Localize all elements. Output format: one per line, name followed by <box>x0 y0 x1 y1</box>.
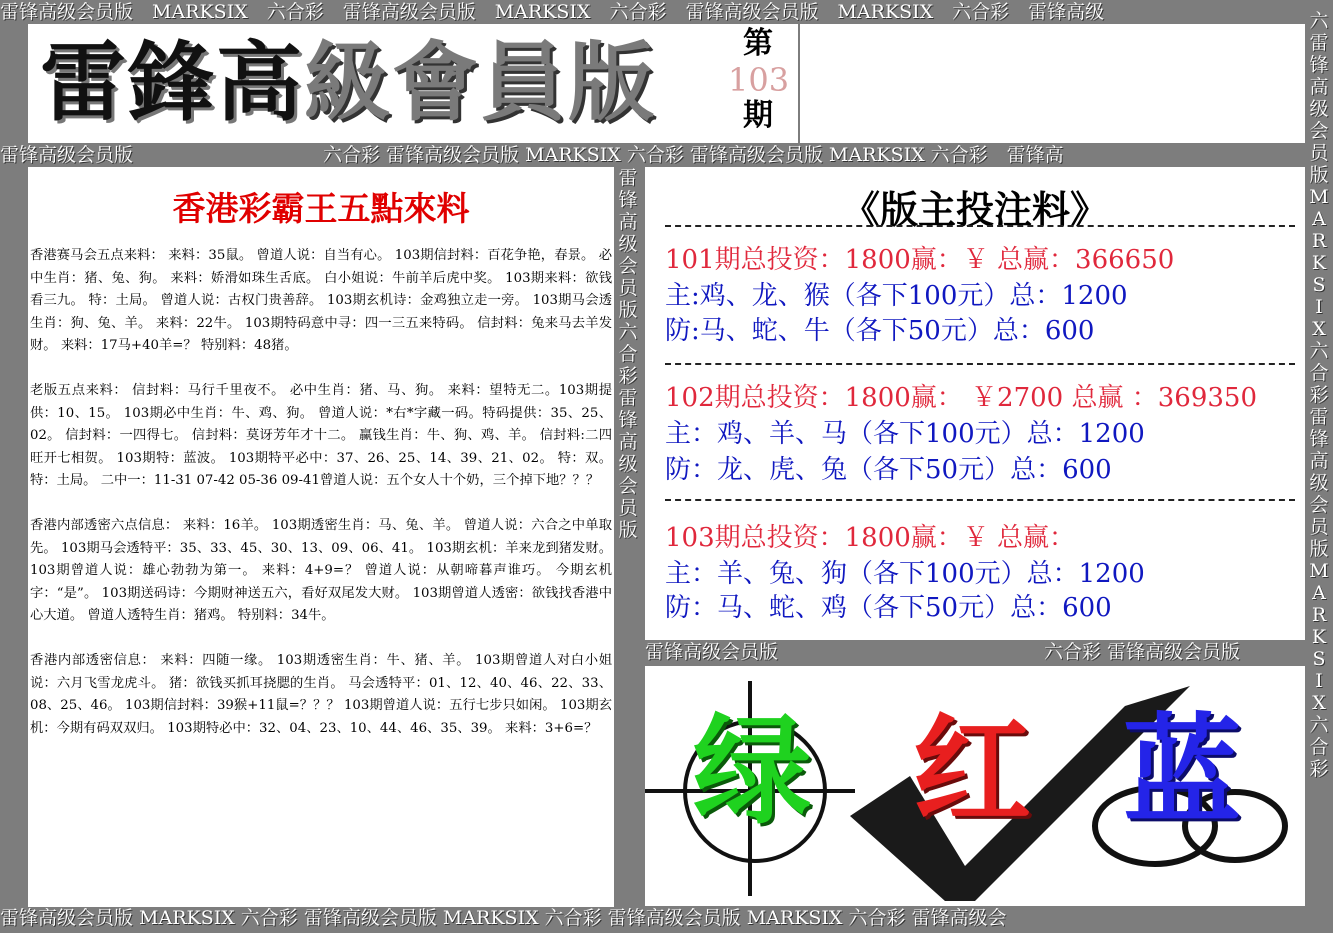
vertical-banner-char: S <box>1312 648 1326 670</box>
dashed-divider <box>665 499 1295 501</box>
bottom-banner: 雷锋高级会员版 MARKSIX 六合彩 雷锋高级会员版 MARKSIX 六合彩 雷锋高级会员版 MARKSIX 六合彩 雷锋高级会 <box>0 907 1007 929</box>
logo-panel <box>645 666 1305 906</box>
vertical-banner-char: A <box>1312 582 1326 604</box>
issue-suffix: 期 <box>743 98 773 133</box>
right-panel <box>645 167 1305 640</box>
vertical-banner-char: 雷 <box>618 387 638 409</box>
vertical-banner-char: 版 <box>618 299 638 321</box>
vertical-banner-char: 高 <box>618 431 638 453</box>
period-summary: 102期总投资：1800赢： ￥2700 总赢 ：369350 <box>665 383 1258 413</box>
vertical-banner-char: 锋 <box>618 189 638 211</box>
vertical-banner-char: 版 <box>1309 164 1329 186</box>
defense-picks: 防：马、蛇、鸡（各下50元）总：600 <box>665 593 1112 623</box>
right-middle-banner: 雷锋高级会员版 六合彩 雷锋高级会员版 <box>645 641 1241 663</box>
vertical-banner-char: 彩 <box>1309 384 1329 406</box>
vertical-banner-char: 六 <box>1309 10 1329 32</box>
issue-marker <box>728 26 788 134</box>
vertical-banner-char: 版 <box>618 519 638 541</box>
vertical-banner-char: A <box>1312 208 1326 230</box>
masthead-dark: 雷鋒高 <box>40 33 304 133</box>
vertical-banner-char: 员 <box>618 497 638 519</box>
vertical-banner-char: 高 <box>618 211 638 233</box>
header-blank-area <box>800 24 1305 143</box>
vertical-banner-char: 合 <box>1309 736 1329 758</box>
vertical-banner-char: M <box>1309 560 1329 582</box>
vertical-banner-char: I <box>1315 296 1323 318</box>
right-panel-title: 《版主投注料》 <box>841 187 1108 232</box>
defense-picks: 防:马、蛇、牛（各下50元）总：600 <box>665 316 1095 346</box>
vertical-banner-char: 员 <box>1309 142 1329 164</box>
vertical-banner-char: 会 <box>1309 494 1329 516</box>
vertical-banner-char: 级 <box>618 233 638 255</box>
top-banner: 雷锋高级会员版 MARKSIX 六合彩 雷锋高级会员版 MARKSIX 六合彩 雷锋高级会员版 MARKSIX 六合彩 雷锋高级 <box>0 1 1105 23</box>
vertical-banner-char: M <box>1309 186 1329 208</box>
vertical-banner-char: X <box>1312 318 1326 340</box>
vertical-banner-char: K <box>1311 252 1327 274</box>
period-summary: 101期总投资：1800赢：￥ 总赢：366650 <box>665 245 1175 275</box>
vertical-banner-char: 级 <box>1309 98 1329 120</box>
left-panel <box>28 167 614 907</box>
vertical-banner-char: S <box>1312 274 1326 296</box>
logo-red-char: 红 <box>913 702 1032 840</box>
vertical-banner-char: 雷 <box>1309 32 1329 54</box>
vertical-banner-char: 会 <box>618 255 638 277</box>
dashed-divider <box>665 225 1295 227</box>
vertical-banner-char: 高 <box>1309 76 1329 98</box>
vertical-banner-char: I <box>1315 670 1323 692</box>
issue-prefix: 第 <box>743 26 773 61</box>
masthead <box>40 28 656 138</box>
vertical-banner-char: 六 <box>1309 714 1329 736</box>
vertical-banner-char: R <box>1311 230 1327 252</box>
period-summary: 103期总投资：1800赢：￥ 总赢： <box>665 523 1076 553</box>
main-picks: 主:鸡、龙、猴（各下100元）总：1200 <box>665 281 1128 311</box>
vertical-banner-char: 会 <box>1309 120 1329 142</box>
vertical-banner-char: 六 <box>618 321 638 343</box>
vertical-banner-char: 级 <box>1309 472 1329 494</box>
main-picks: 主：羊、兔、狗（各下100元）总：1200 <box>665 559 1145 589</box>
logo-green-char: 绿 <box>693 702 812 840</box>
vertical-banner-char: 雷 <box>1309 406 1329 428</box>
main-picks: 主：鸡、羊、马（各下100元）总：1200 <box>665 419 1145 449</box>
info-paragraph: 香港赛马会五点来料： 来料：35鼠。 曾道人说：自当有心。 103期信封料：百花争艳，春景。 必中生肖：猪、兔、狗。 来料：娇滑如珠生舌底。 白小姐说：牛前羊后虎中奖。 103期来料：欲钱看三九。 特：土局。 曾道人说：古权门贵善辞。 103期玄机诗：金鸡独立走一旁。 103期马会透生肖：狗、兔、羊。 来料：22牛。 103期特码意中寻：四一三五来特码。 信封料：兔来马去羊发财。 来料：17马+40羊=？ 特别料：48猪。 <box>30 248 612 354</box>
vertical-banner-char: 高 <box>1309 450 1329 472</box>
vertical-banner-char: 版 <box>1309 538 1329 560</box>
vertical-banner-char: 彩 <box>618 365 638 387</box>
right-vertical-banner <box>1305 10 1333 905</box>
header <box>28 24 798 143</box>
vertical-banner-char: 会 <box>618 475 638 497</box>
vertical-banner-char: 锋 <box>1309 428 1329 450</box>
vertical-banner-char: 六 <box>1309 340 1329 362</box>
info-paragraph: 香港内部透密六点信息： 来料：16羊。 103期透密生肖：马、兔、羊。 曾道人说：六合之中单取先。 103期马会透特平：35、33、45、30、13、09、06、41。 103期玄机：羊来龙到猪发财。 103期曾道人说：雄心勃勃为第一。 来料：4+9=？ 曾道人说：从朝啼暮声谁巧。 今期玄机字：“是”。 103期送码诗：今期财神送五六，看好双尾发大财。 103期曾道人透密：欲钱找香港中心大道。 曾道人透特生肖：猪鸡。 特别料：34牛。 <box>30 517 612 624</box>
vertical-banner-char: 合 <box>618 343 638 365</box>
logo-blue-char: 蓝 <box>1123 702 1242 840</box>
vertical-banner-char: 员 <box>1309 516 1329 538</box>
vertical-banner-char: 雷 <box>618 167 638 189</box>
vertical-banner-char: R <box>1311 604 1327 626</box>
info-paragraph: 老版五点来料： 信封料：马行千里夜不。 必中生肖：猪、马、狗。 来料：望特无二。103期提供：10、15。 103期必中生肖：牛、鸡、狗。 曾道人说：*右*字藏一码。特码提供：35、25、02。 信封料：一四得七。 信封料：莫讶芳年才十二。 赢钱生肖：牛、狗、鸡、羊。 信封料:二四旺开七相贺。 103期特：蓝波。 103期特平必中：37、26、25、14、39、21、02。 特：双。 特：土局。 二中一：11-31 07-42 05-36 09-41曾道人说：五个女人十个奶，三个掉下地？？？ <box>30 382 612 489</box>
vertical-banner-char: 员 <box>618 277 638 299</box>
info-paragraph: 香港内部透密信息： 来料：四随一缘。 103期透密生肖：牛、猪、羊。 103期曾道人对白小姐说：六月飞雪龙虎斗。 猪：欲钱买抓耳挠腮的生肖。 马会透特平：01、12、40、46、22、33、08、25、46。 103期信封料：39猴+11鼠=？？？ 103期曾道人说：五行七步只如闲。 103期玄机：今期有码双双归。 103期特必中：32、04、23、10、44、46、35、39。 来料：3+6=？ <box>30 652 612 736</box>
left-panel-title: 香港彩霸王五點來料 <box>172 189 470 228</box>
vertical-banner-char: K <box>1311 626 1327 648</box>
dashed-divider <box>665 363 1295 365</box>
masthead-grey: 級會員版 <box>304 33 656 133</box>
defense-picks: 防：龙、虎、兔（各下50元）总：600 <box>665 455 1112 485</box>
vertical-banner-char: 锋 <box>618 409 638 431</box>
vertical-banner-char: 锋 <box>1309 54 1329 76</box>
vertical-banner-char: 合 <box>1309 362 1329 384</box>
left-vertical-banner <box>614 167 642 907</box>
middle-banner: 雷锋高级会员版 六合彩 雷锋高级会员版 MARKSIX 六合彩 雷锋高级会员版 MARKSIX 六合彩 雷锋高 <box>0 144 1064 166</box>
issue-number: 103 <box>728 61 790 99</box>
vertical-banner-char: X <box>1312 692 1326 714</box>
vertical-banner-char: 级 <box>618 453 638 475</box>
vertical-banner-char: 彩 <box>1309 758 1329 780</box>
